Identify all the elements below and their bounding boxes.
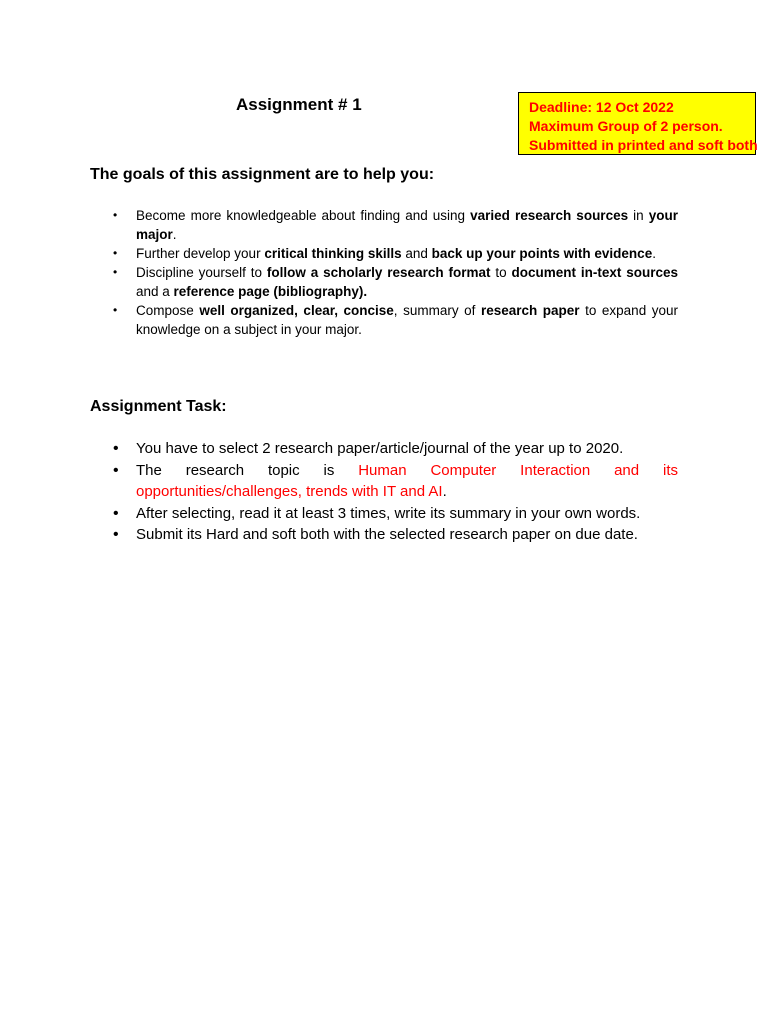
task-text: After selecting, read it at least 3 times, write its summary in your own words.	[136, 504, 641, 522]
task-item-submit	[136, 524, 678, 546]
research-topic-text: Human Computer Interaction and its opportunities/challenges, trends with IT and AI	[136, 461, 678, 500]
submission-format-text: Submitted in printed and soft both	[529, 137, 758, 153]
deadline-text: Deadline: 12 Oct 2022	[529, 99, 674, 115]
goal-emphasis: reference page (bibliography).	[173, 284, 368, 299]
goal-text: to expand your knowledge on a subject in your major.	[136, 303, 679, 337]
task-text: .	[442, 483, 447, 500]
page-title: Assignment # 1	[236, 95, 362, 114]
goal-emphasis: critical thinking skills	[264, 246, 402, 261]
goal-text: in	[628, 208, 649, 223]
deadline-notice-box	[518, 92, 756, 155]
task-item-write-summary	[136, 503, 678, 525]
goal-emphasis: document in-text sources	[511, 265, 678, 280]
goal-item-research-format	[136, 263, 678, 301]
task-text: Submit its Hard and soft both with the selected research paper on due date.	[136, 526, 638, 543]
goal-emphasis: your major	[136, 208, 678, 242]
goal-text: Discipline yourself to	[136, 265, 267, 280]
goal-text: .	[652, 246, 656, 261]
goal-text: to	[490, 265, 512, 280]
task-text: The research topic is	[136, 461, 359, 479]
goal-emphasis: research paper	[480, 303, 580, 318]
goal-item-compose-summary	[136, 301, 678, 339]
task-heading: Assignment Task:	[90, 398, 227, 415]
goal-item-critical-thinking	[136, 244, 678, 263]
goal-text: Further develop your	[136, 246, 265, 261]
goals-heading: The goals of this assignment are to help you:	[90, 166, 435, 183]
goal-text: and	[401, 246, 432, 261]
goal-emphasis: well organized, clear, concise	[199, 303, 394, 318]
goal-text: .	[172, 227, 177, 242]
goal-emphasis: varied research sources	[470, 208, 629, 223]
task-list	[136, 438, 678, 546]
goal-item-research-sources	[136, 206, 678, 244]
task-item-select-papers	[136, 438, 678, 460]
goal-emphasis: back up your points with evidence	[431, 246, 653, 261]
goals-list	[136, 206, 678, 339]
task-text: You have to select 2 research paper/article/journal of the year up to 2020.	[136, 440, 624, 457]
group-size-text: Maximum Group of 2 person.	[529, 118, 723, 134]
task-item-research-topic	[136, 460, 678, 503]
goal-text: and a	[136, 284, 174, 299]
goal-text: Become more knowledgeable about finding and using	[136, 208, 471, 223]
goal-text: , summary of	[393, 303, 481, 318]
goal-text: Compose	[136, 303, 200, 318]
goal-emphasis: follow a scholarly research format	[266, 265, 491, 280]
